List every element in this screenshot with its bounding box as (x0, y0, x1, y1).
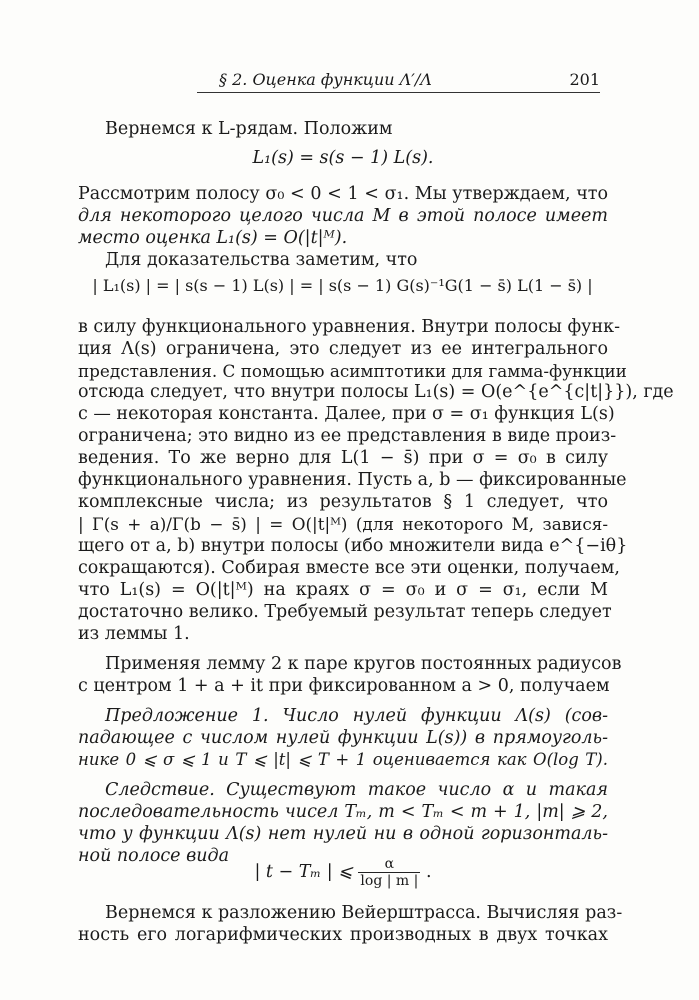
corollary-line: что у функции Λ(s) нет нулей ни в одной горизонталь- (78, 824, 608, 844)
formula-line: | L₁(s) | = | s(s − 1) L(s) | = | s(s − 1) G(s)⁻¹G(1 − s̄) L(1 − s̄) | (92, 276, 593, 295)
text-line: место оценка L₁(s) = O(|t|ᴹ). (78, 228, 348, 248)
formula-lhs: | t − Tₘ | ⩽ (254, 862, 353, 882)
text-line: представления. С помощью асимптотики для гамма-функции (78, 361, 627, 381)
corollary-line: последовательность чисел Tₘ, m < Tₘ < m + 1, |m| ⩾ 2, (78, 802, 608, 822)
proposition-line: падающее с числом нулей функции L(s)) в прямоуголь- (78, 728, 608, 748)
text-line: Рассмотрим полосу σ₀ < 0 < 1 < σ₁. Мы утверждаем, что (78, 184, 608, 204)
running-title: § 2. Оценка функции Λ′/Λ (219, 70, 432, 89)
text-line: Вернемся к L-рядам. Положим (105, 119, 393, 139)
text-line: Вернемся к разложению Вейерштрасса. Вычисляя раз- (105, 903, 623, 923)
text-line: Применяя лемму 2 к паре кругов постоянных радиусов (105, 654, 622, 674)
proposition-line: нике 0 ⩽ σ ⩽ 1 и T ⩽ |t| ⩽ T + 1 оценивается как O(log T). (78, 750, 608, 769)
text-line: функционального уравнения. Пусть a, b — фиксированные (78, 470, 627, 490)
text-line: | Γ(s + a)/Γ(b − s̄) | = O(|t|ᴹ) (для некоторого M, завися- (78, 514, 608, 534)
text-line: комплексные числа; из результатов § 1 следует, что (78, 492, 608, 512)
text-line: в силу функционального уравнения. Внутри полосы функ- (78, 317, 620, 337)
text-line: Для доказательства заметим, что (105, 250, 418, 270)
fraction-denominator: log | m | (360, 873, 419, 889)
running-header (197, 70, 600, 93)
text-line: ведения. То же верно для L(1 − s̄) при σ = σ₀ в силу (78, 448, 608, 468)
fraction-numerator: α (384, 856, 395, 872)
text-line: ограничена; это видно из ее представления в виде произ- (78, 426, 617, 446)
text-line: щего от a, b) внутри полосы (ибо множители вида e^{−iθ} (78, 536, 628, 556)
fraction (358, 856, 420, 889)
text-line: достаточно велико. Требуемый результат теперь следует (78, 602, 612, 622)
display-formula (78, 852, 608, 892)
text-line: что L₁(s) = O(|t|ᴹ) на краях σ = σ₀ и σ = σ₁, если M (78, 580, 608, 600)
text-line: ность его логарифмических производных в двух точках (78, 925, 608, 945)
corollary-line: ной полосе вида (78, 846, 230, 866)
text-line: для некоторого целого числа M в этой полосе имеет (78, 206, 608, 226)
text-line: c — некоторая константа. Далее, при σ = σ₁ функция L(s) (78, 404, 615, 424)
formula-line: L₁(s) = s(s − 1) L(s). (252, 148, 434, 168)
corollary-line: Следствие. Существуют такое число α и такая (105, 780, 608, 800)
formula-tail: . (425, 862, 432, 882)
text-line: ция Λ(s) ограничена, это следует из ее интегрального (78, 339, 608, 359)
text-line: сокращаются). Собирая вместе все эти оценки, получаем, (78, 558, 620, 578)
text-line: отсюда следует, что внутри полосы L₁(s) = O(e^{e^{c|t|}}), где (78, 382, 674, 402)
page-number: 201 (569, 70, 600, 89)
proposition-line: Предложение 1. Число нулей функции Λ(s) (сов- (105, 706, 608, 726)
text-line: с центром 1 + a + it при фиксированном a > 0, получаем (78, 676, 610, 696)
text-line: из леммы 1. (78, 624, 190, 644)
